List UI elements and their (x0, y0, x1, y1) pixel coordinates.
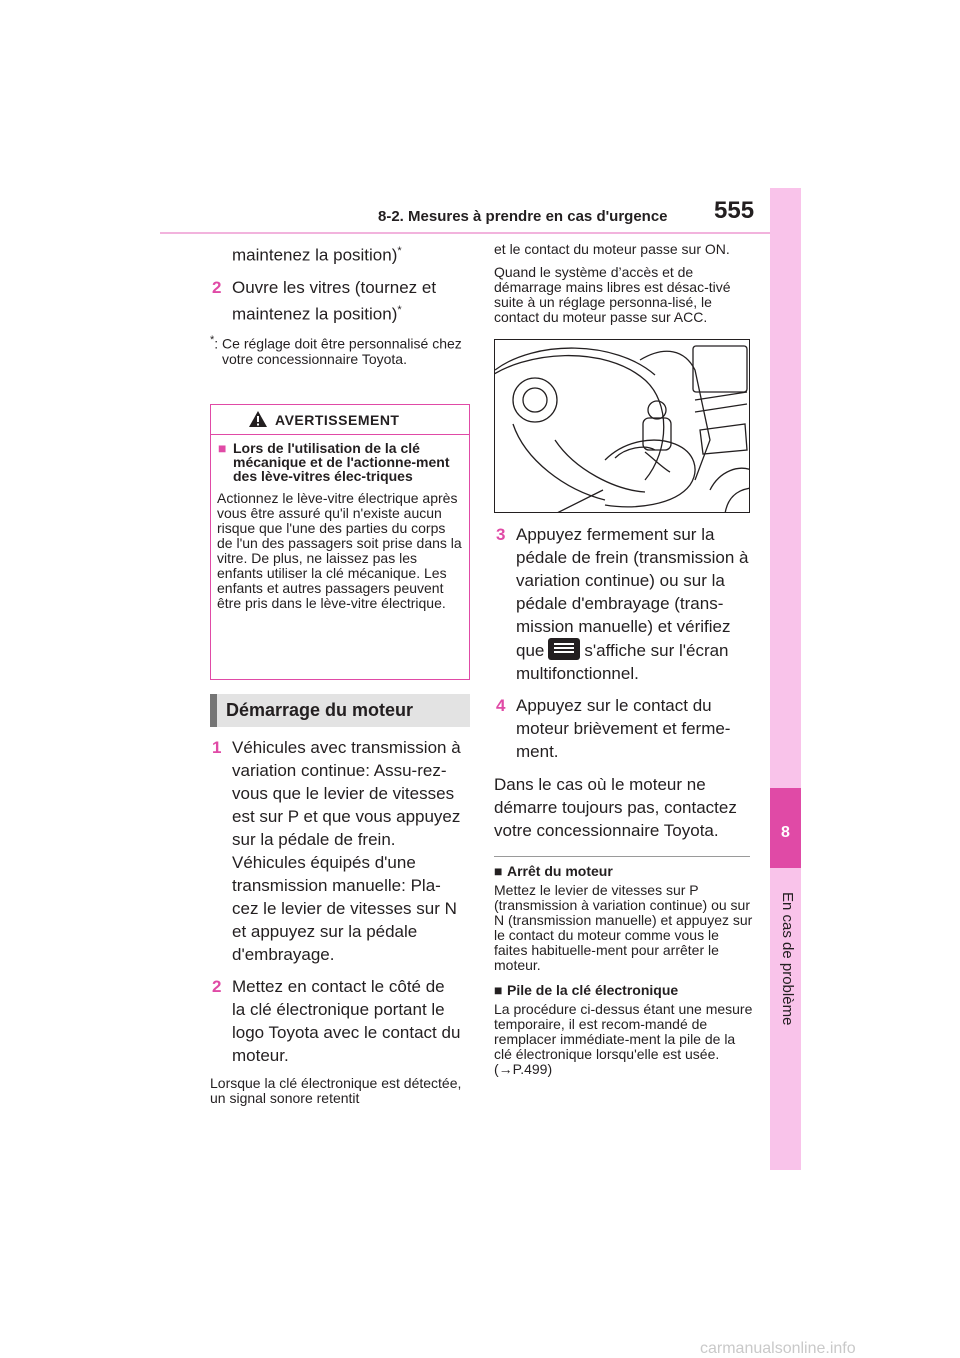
asterisk-mark: * (397, 245, 402, 257)
warning-body: Actionnez le lève-vitre électrique après vous être assuré qu'il n'existe aucun risque que l'une des parties du corps de l'un des passagers soit prise dans la vitre. De plus, ne laissez pas les enfants utiliser la clé mécanique. Les enfants et autres passagers peuvent être pris dans le lève-vitre électrique. (217, 490, 462, 611)
warning-header (211, 405, 469, 435)
warning-title: AVERTISSEMENT (275, 412, 400, 428)
detection-note-continued: et le contact du moteur passe sur ON. (494, 241, 730, 257)
engine-stop-title: Arrêt du moteur (507, 863, 613, 879)
chapter-label: En cas de problème (779, 892, 796, 1026)
watermark: carmanualsonline.info (700, 1340, 856, 1357)
section-heading (210, 694, 470, 727)
page-header-title: 8-2. Mesures à prendre en cas d'urgence (378, 208, 668, 225)
left-column (210, 240, 470, 367)
window-step-2 (210, 276, 470, 326)
step-number: 4 (496, 696, 506, 715)
key-battery-title: Pile de la clé électronique (507, 982, 679, 998)
step-number: 3 (496, 525, 506, 544)
page-number: 555 (714, 197, 755, 224)
step1-continued-text: maintenez la position) (232, 245, 398, 265)
footnote (210, 333, 470, 367)
step-text: Ouvre les vitres (tournez et maintenez la position) (232, 277, 437, 324)
right-column (494, 242, 756, 1077)
key-battery-heading (494, 982, 756, 998)
warning-box (210, 404, 470, 680)
step-number: 1 (212, 738, 222, 757)
square-bullet-icon: ■ (494, 863, 503, 879)
footnote-text: : Ce réglage doit être personnalisé chez votre concessionnaire Toyota. (214, 335, 462, 367)
contact-dealer-paragraph: Dans le cas où le moteur ne démarre toujours pas, contactez votre concessionnaire Toyota. (494, 775, 737, 840)
asterisk-mark: * (397, 303, 402, 316)
step-text: Appuyez sur le contact du moteur brièvement et ferme-ment. (516, 696, 731, 761)
step-text: Mettez en contact le côté de la clé électronique portant le logo Toyota avec le contact du moteur. (232, 977, 461, 1065)
start-button-illustration (494, 339, 750, 513)
start-step-2 (210, 975, 462, 1067)
start-step-1 (210, 736, 462, 966)
step-number: 2 (212, 977, 222, 996)
start-steps (210, 736, 462, 1106)
separator (494, 856, 750, 857)
section-title: Démarrage du moteur (226, 700, 414, 720)
acc-note: Quand le système d’accès et de démarrage mains libres est désac-tivé suite à un réglage personna-lisé, le contact du moteur passe sur ACC. (494, 264, 731, 325)
step-text-manual: Véhicules équipés d'une transmission manuelle: Pla-cez le levier de vitesses sur N et appuyez sur la pédale d'embrayage. (232, 853, 457, 964)
step-text: Appuyez fermement sur la pédale de frein (transmission à variation continue) ou sur la pédale d'embrayage (trans-mission manuelle) et vérifiez que (516, 525, 749, 660)
start-step-4 (494, 694, 756, 763)
chapter-number: 8 (781, 824, 790, 841)
step-text: Véhicules avec transmission à variation continue: Assu-rez-vous que le levier de vitesses est sur P et que vous appuyez sur la pédale de frein. (232, 738, 461, 849)
brake-indicator-icon (548, 638, 580, 660)
footnote-mark: * (210, 334, 215, 347)
warning-triangle-icon (248, 410, 268, 428)
chapter-number-badge (770, 788, 801, 868)
step1-continued (210, 240, 470, 267)
step-text-end: s'affiche sur l'écran multifonctionnel. (516, 641, 729, 683)
warning-subtitle-text: Lors de l'utilisation de la clé mécanique et de l'actionne-ment des lève-vitres élec-triques (233, 440, 450, 484)
detection-note: Lorsque la clé électronique est détectée, un signal sonore retentit (210, 1075, 462, 1106)
engine-stop-body: Mettez le levier de vitesses sur P (transmission à variation continue) ou sur N (transmission manuelle) et appuyez sur le contact du moteur comme vous le faites habituelle-ment pour arrêter le moteur. (494, 882, 753, 973)
step-number: 2 (212, 277, 222, 297)
key-battery-body: La procédure ci-dessus étant une mesure temporaire, il est recom-mandé de remplacer immédiate-ment la pile de la clé électronique lorsqu'elle est usée. (→P.499) (494, 1001, 753, 1077)
start-step-3 (494, 523, 756, 685)
warning-subtitle (217, 441, 463, 483)
dashboard-illustration (495, 340, 750, 513)
header-rule (160, 232, 772, 234)
square-bullet-icon: ■ (494, 982, 503, 998)
engine-stop-heading (494, 863, 756, 879)
square-bullet-icon: ■ (218, 440, 227, 456)
